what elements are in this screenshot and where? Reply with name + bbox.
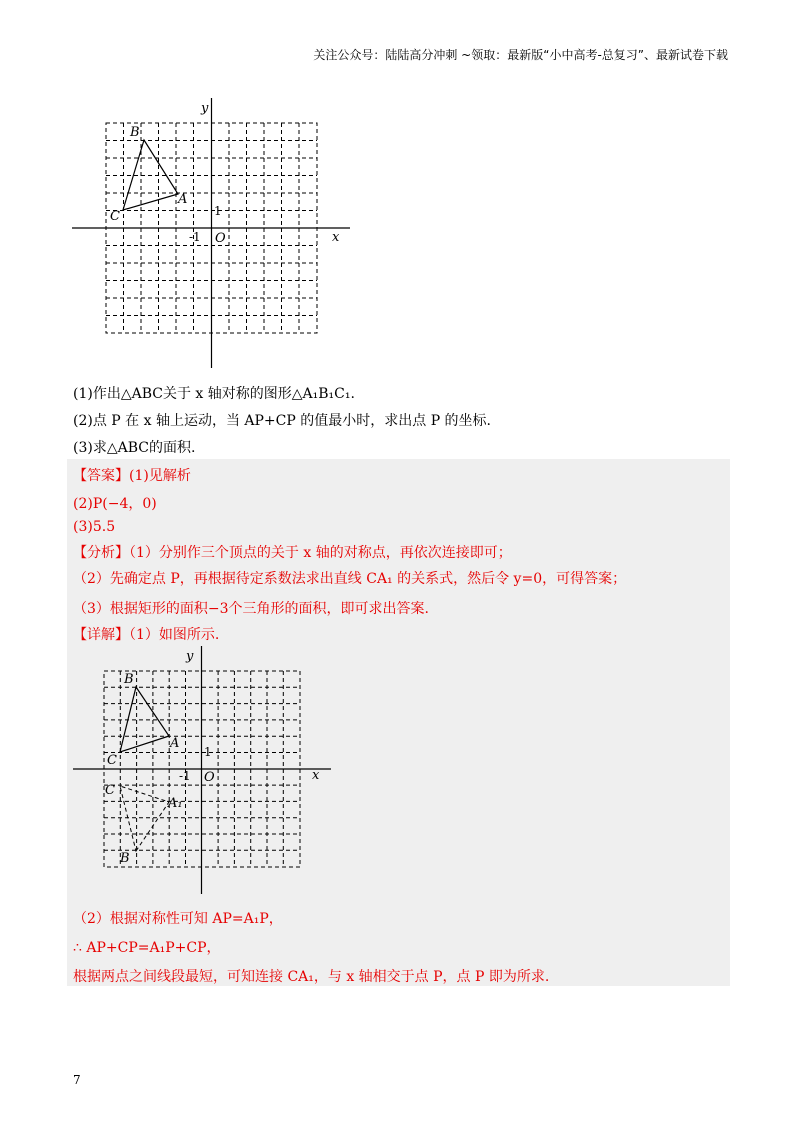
- point-a-label: A: [178, 192, 188, 207]
- detail-3: ∴ AP+CP=A₁P+CP，: [73, 940, 221, 956]
- page-number: 7: [73, 1073, 81, 1087]
- origin-label-2: O: [204, 770, 215, 785]
- origin-label: O: [215, 231, 226, 246]
- coordinate-diagram-2: [69, 644, 359, 899]
- y-axis-label: y: [201, 101, 209, 116]
- answer-line-2: (2)P(−4，0): [73, 496, 157, 512]
- detail-1: 【详解】（1）如图所示.: [73, 627, 220, 643]
- x-axis-label: x: [332, 230, 340, 245]
- y-axis-label-2: y: [186, 649, 194, 664]
- detail-4: 根据两点之间线段最短，可知连接 CA₁，与 x 轴相交于点 P，点 P 即为所求.: [73, 969, 550, 985]
- tick-1: 1: [214, 204, 222, 218]
- question-1: (1)作出△ABC关于 x 轴对称的图形△A₁B₁C₁.: [73, 386, 355, 402]
- tick-1-2: 1: [204, 745, 212, 759]
- detail-2: （2）根据对称性可知 AP=A₁P，: [73, 911, 283, 927]
- point-c-label: C: [110, 209, 120, 224]
- question-2: (2)点 P 在 x 轴上运动，当 AP+CP 的值最小时，求出点 P 的坐标.: [73, 413, 492, 429]
- analysis-1: 【分析】（1）分别作三个顶点的关于 x 轴的对称点，再依次连接即可；: [73, 545, 512, 561]
- point-b-label-2: B: [124, 672, 134, 687]
- tick-neg1: -1: [189, 230, 201, 244]
- answer-line-1: 【答案】(1)见解析: [73, 468, 191, 484]
- coordinate-diagram-1: [68, 96, 358, 368]
- tick-neg1-2: -1: [179, 769, 191, 783]
- point-c-label-2: C: [107, 753, 117, 768]
- analysis-3: （3）根据矩形的面积−3个三角形的面积，即可求出答案.: [73, 601, 429, 617]
- answer-block: [67, 459, 730, 986]
- analysis-2: （2）先确定点 P，再根据待定系数法求出直线 CA₁ 的关系式，然后令 y=0，可得答案；: [73, 571, 627, 587]
- point-b-label: B: [130, 125, 140, 140]
- page-header: 关注公众号：陆陆高分冲刺 ~领取：最新版“小中高考-总复习”、最新试卷下载: [313, 48, 728, 62]
- x-axis-label-2: x: [312, 768, 320, 783]
- answer-line-3: (3)5.5: [73, 519, 116, 535]
- point-b1-label: B: [120, 851, 130, 866]
- point-a-label-2: A: [170, 736, 180, 751]
- point-a1-label: A₁: [168, 796, 183, 811]
- point-c1-label: C: [105, 783, 115, 798]
- question-3: (3)求△ABC的面积.: [73, 440, 196, 456]
